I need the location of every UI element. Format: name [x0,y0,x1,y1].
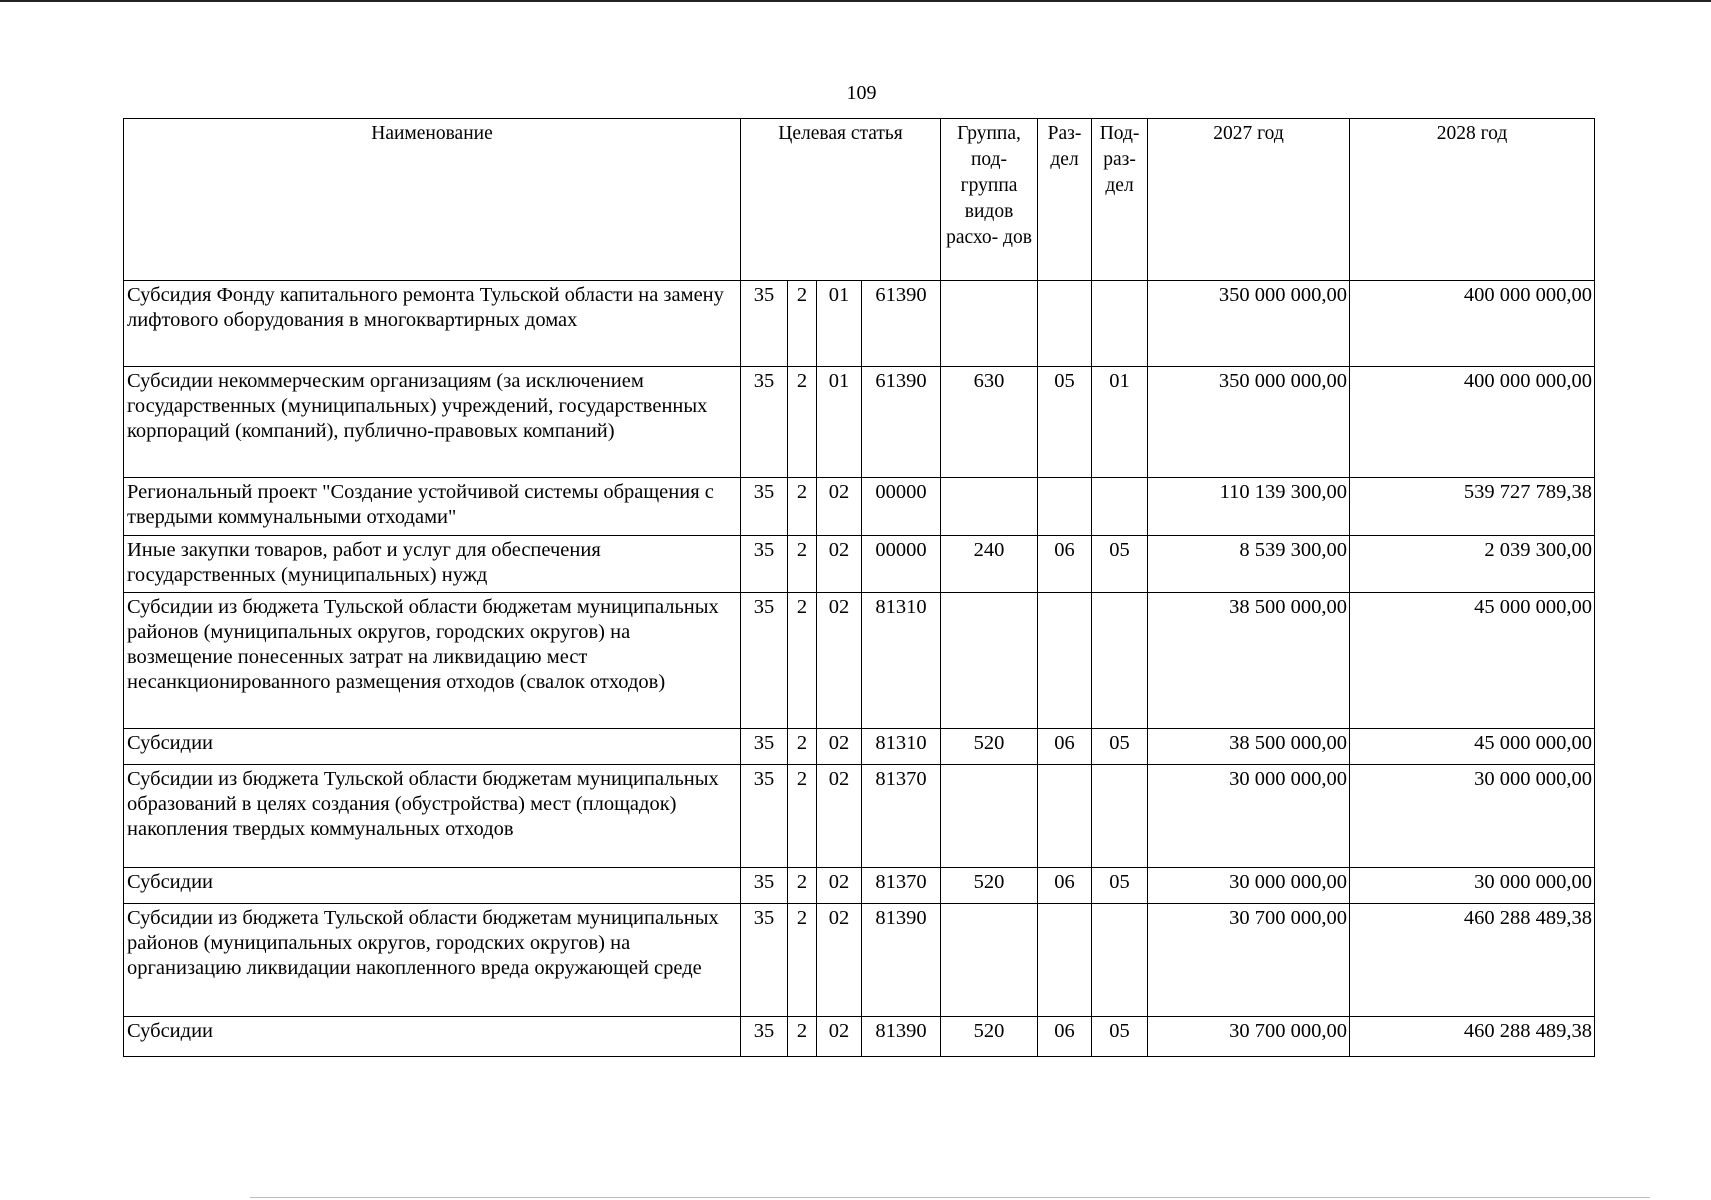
expense-group: 520 [941,729,1038,765]
subsection-code [1092,904,1148,1017]
target-subprogram: 2 [788,367,817,478]
target-activity: 02 [817,729,862,765]
budget-table [123,118,1595,1057]
target-activity: 02 [817,478,862,536]
table-row [124,729,1595,765]
target-direction: 00000 [862,536,941,593]
table-header-row [124,119,1595,281]
amount-2028: 460 288 489,38 [1350,904,1595,1017]
target-direction: 81310 [862,593,941,729]
section-code: 06 [1038,868,1092,904]
subsection-code: 05 [1092,1017,1148,1057]
section-code [1038,478,1092,536]
target-program: 35 [741,536,788,593]
header-year-2027: 2027 год [1148,119,1350,281]
expense-group: 520 [941,1017,1038,1057]
target-program: 35 [741,868,788,904]
amount-2028: 460 288 489,38 [1350,1017,1595,1057]
amount-2028: 30 000 000,00 [1350,868,1595,904]
row-name: Субсидии из бюджета Тульской области бюджетам муниципальных образований в целях создания (обустройства) мест (площадок) накопления твердых коммунальных отходов [124,765,741,868]
target-subprogram: 2 [788,904,817,1017]
page-number: 109 [846,82,877,104]
bottom-edge-rule [250,1197,1650,1198]
section-code: 06 [1038,729,1092,765]
table-row [124,904,1595,1017]
expense-group [941,904,1038,1017]
amount-2027: 38 500 000,00 [1148,729,1350,765]
target-direction: 81370 [862,868,941,904]
amount-2027: 30 700 000,00 [1148,904,1350,1017]
table-row [124,765,1595,868]
expense-group: 520 [941,868,1038,904]
row-name: Региональный проект "Создание устойчивой системы обращения с твердыми коммунальными отходами" [124,478,741,536]
expense-group [941,593,1038,729]
row-name: Иные закупки товаров, работ и услуг для обеспечения государственных (муниципальных) нужд [124,536,741,593]
amount-2028: 45 000 000,00 [1350,729,1595,765]
target-activity: 02 [817,1017,862,1057]
header-section: Раз- дел [1038,119,1092,281]
expense-group: 630 [941,367,1038,478]
subsection-code: 01 [1092,367,1148,478]
table-row [124,536,1595,593]
amount-2028: 539 727 789,38 [1350,478,1595,536]
expense-group [941,478,1038,536]
target-program: 35 [741,367,788,478]
amount-2027: 30 700 000,00 [1148,1017,1350,1057]
amount-2028: 400 000 000,00 [1350,281,1595,367]
section-code: 06 [1038,536,1092,593]
target-subprogram: 2 [788,478,817,536]
amount-2027: 38 500 000,00 [1148,593,1350,729]
target-program: 35 [741,593,788,729]
top-edge-rule [0,0,1711,2]
subsection-code [1092,593,1148,729]
expense-group: 240 [941,536,1038,593]
header-year-2028: 2028 год [1350,119,1595,281]
expense-group [941,281,1038,367]
target-direction: 61390 [862,367,941,478]
row-name: Субсидии [124,1017,741,1057]
target-activity: 02 [817,904,862,1017]
amount-2028: 45 000 000,00 [1350,593,1595,729]
subsection-code [1092,765,1148,868]
target-subprogram: 2 [788,536,817,593]
target-program: 35 [741,765,788,868]
target-subprogram: 2 [788,729,817,765]
target-activity: 02 [817,536,862,593]
header-expense-group: Группа, под- группа видов расхо- дов [941,119,1038,281]
row-name: Субсидия Фонду капитального ремонта Тульской области на замену лифтового оборудования в многоквартирных домах [124,281,741,367]
target-program: 35 [741,904,788,1017]
amount-2028: 400 000 000,00 [1350,367,1595,478]
target-activity: 01 [817,367,862,478]
amount-2028: 2 039 300,00 [1350,536,1595,593]
target-direction: 81370 [862,765,941,868]
section-code [1038,281,1092,367]
table-row [124,281,1595,367]
table-row [124,478,1595,536]
target-direction: 61390 [862,281,941,367]
target-subprogram: 2 [788,593,817,729]
section-code [1038,765,1092,868]
table-row [124,868,1595,904]
target-activity: 02 [817,765,862,868]
section-code: 06 [1038,1017,1092,1057]
section-code: 05 [1038,367,1092,478]
row-name: Субсидии из бюджета Тульской области бюджетам муниципальных районов (муниципальных округов, городских округов) на организацию ликвидации накопленного вреда окружающей среде [124,904,741,1017]
subsection-code: 05 [1092,536,1148,593]
amount-2028: 30 000 000,00 [1350,765,1595,868]
row-name: Субсидии [124,729,741,765]
table-row [124,593,1595,729]
subsection-code: 05 [1092,868,1148,904]
amount-2027: 350 000 000,00 [1148,281,1350,367]
header-subsection: Под- раз- дел [1092,119,1148,281]
row-name: Субсидии из бюджета Тульской области бюджетам муниципальных районов (муниципальных округов, городских округов) на возмещение понесенных затрат на ликвидацию мест несанкционированного размещения отходов (свалок отходов) [124,593,741,729]
table-row [124,367,1595,478]
target-direction: 00000 [862,478,941,536]
target-direction: 81390 [862,904,941,1017]
target-direction: 81310 [862,729,941,765]
target-program: 35 [741,1017,788,1057]
table-row [124,1017,1595,1057]
target-activity: 02 [817,593,862,729]
header-target-article: Целевая статья [741,119,941,281]
target-activity: 01 [817,281,862,367]
amount-2027: 350 000 000,00 [1148,367,1350,478]
amount-2027: 110 139 300,00 [1148,478,1350,536]
target-program: 35 [741,281,788,367]
section-code [1038,593,1092,729]
subsection-code: 05 [1092,729,1148,765]
subsection-code [1092,281,1148,367]
target-subprogram: 2 [788,868,817,904]
expense-group [941,765,1038,868]
header-name: Наименование [124,119,741,281]
row-name: Субсидии [124,868,741,904]
row-name: Субсидии некоммерческим организациям (за исключением государственных (муниципальных) учреждений, государственных корпораций (компаний), публично-правовых компаний) [124,367,741,478]
amount-2027: 8 539 300,00 [1148,536,1350,593]
target-subprogram: 2 [788,1017,817,1057]
target-direction: 81390 [862,1017,941,1057]
subsection-code [1092,478,1148,536]
amount-2027: 30 000 000,00 [1148,868,1350,904]
target-program: 35 [741,729,788,765]
target-subprogram: 2 [788,765,817,868]
amount-2027: 30 000 000,00 [1148,765,1350,868]
section-code [1038,904,1092,1017]
target-activity: 02 [817,868,862,904]
target-program: 35 [741,478,788,536]
target-subprogram: 2 [788,281,817,367]
